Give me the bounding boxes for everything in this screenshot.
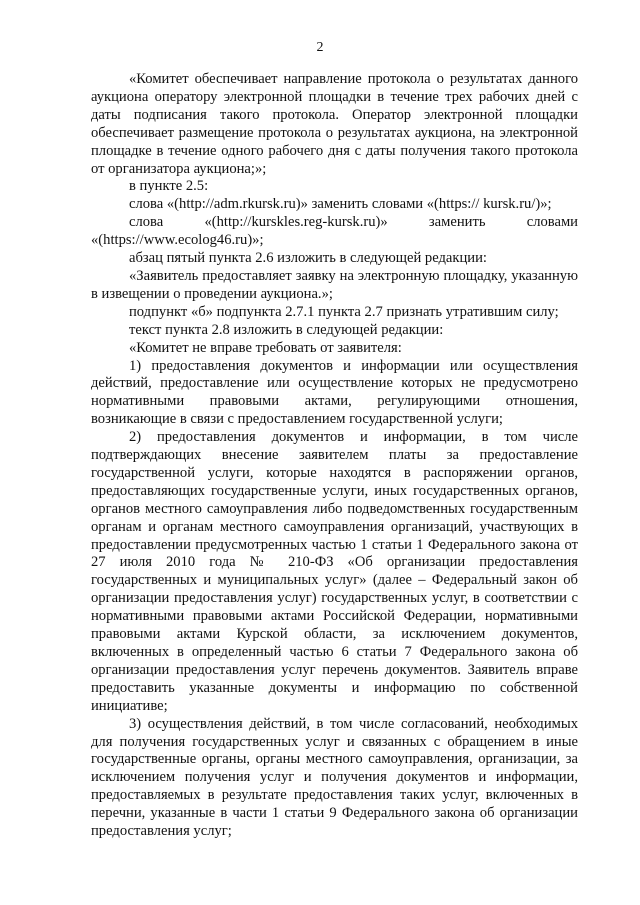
list-item-3: 3) осуществления действий, в том числе согласований, необходимых для получения государственных услуг и связанных с обращением в иные государственные органы, органы местного самоуправления, организации, за исключением получения услуг и получения документов и информации, предоставляемых в результате предоставления таких услуг, включенных в перечни, указанные в части 1 статьи 9 Федерального закона об организации предоставления услуг;	[91, 715, 578, 840]
paragraph-applicant-submits: «Заявитель предоставляет заявку на электронную площадку, указанную в извещении о проведении аукциона.»;	[91, 267, 578, 302]
paragraph-clause-2-8: текст пункта 2.8 изложить в следующей редакции:	[129, 321, 444, 338]
paragraph-replace-kurskles-url: слова «(http://kurskles.reg-kursk.ru)» заменить словами «(https://www.ecolog46.ru)»;	[91, 214, 578, 249]
paragraph-clause-2-6: абзац пятый пункта 2.6 изложить в следующей редакции:	[129, 250, 487, 267]
paragraph-subclause-b-void: подпункт «б» подпункта 2.7.1 пункта 2.7 признать утратившим силу;	[129, 303, 559, 320]
paragraph-protocol-notice: «Комитет обеспечивает направление протокола о результатах данного аукциона оператору электронной площадки в течение трех рабочих дней с даты подписания такого протокола. Оператор электронной площадки обеспечивает размещение протокола о результатах аукциона, на электронной площадке в течение одного рабочего дня с даты получения такого протокола от организатора аукциона;»;	[91, 71, 578, 177]
page-number: 2	[316, 40, 324, 55]
document-body	[91, 71, 578, 841]
list-item-1: 1) предоставления документов и информации или осуществления действий, предоставление или осуществление которых не предусмотрено нормативными правовыми актами, регулирующими отношения, возникающие в связи с предоставлением государственной услуги;	[91, 357, 578, 428]
paragraph-committee-not-require: «Комитет не вправе требовать от заявителя:	[129, 339, 402, 356]
paragraph-replace-adm-url: слова «(http://adm.rkursk.ru)» заменить словами «(https:// kursk.ru/)»;	[129, 196, 552, 213]
paragraph-clause-2-5: в пункте 2.5:	[129, 178, 209, 195]
list-item-2: 2) предоставления документов и информации, в том числе подтверждающих внесение заявителем платы за предоставление государственной услуги, которые находятся в распоряжении органов, предоставляющих государственные услуги, иных государственных органов, органов местного самоуправления либо подведомственных государственным органам и органам местного самоуправления организаций, участвующих в предоставлении предусмотренных частью 1 статьи 1 Федерального закона от 27 июля 2010 года № 210-ФЗ «Об организации предоставления государственных и муниципальных услуг» (далее – Федеральный закон об организации предоставления услуг) государственных услуг, в соответствии с нормативными правовыми актами Российской Федерации, нормативными правовыми актами Курской области, за исключением документов, включенных в определенный частью 6 статьи 7 Федерального закона об организации предоставления услуг перечень документов. Заявитель вправе предоставить указанные документы и информацию по собственной инициативе;	[91, 429, 578, 714]
